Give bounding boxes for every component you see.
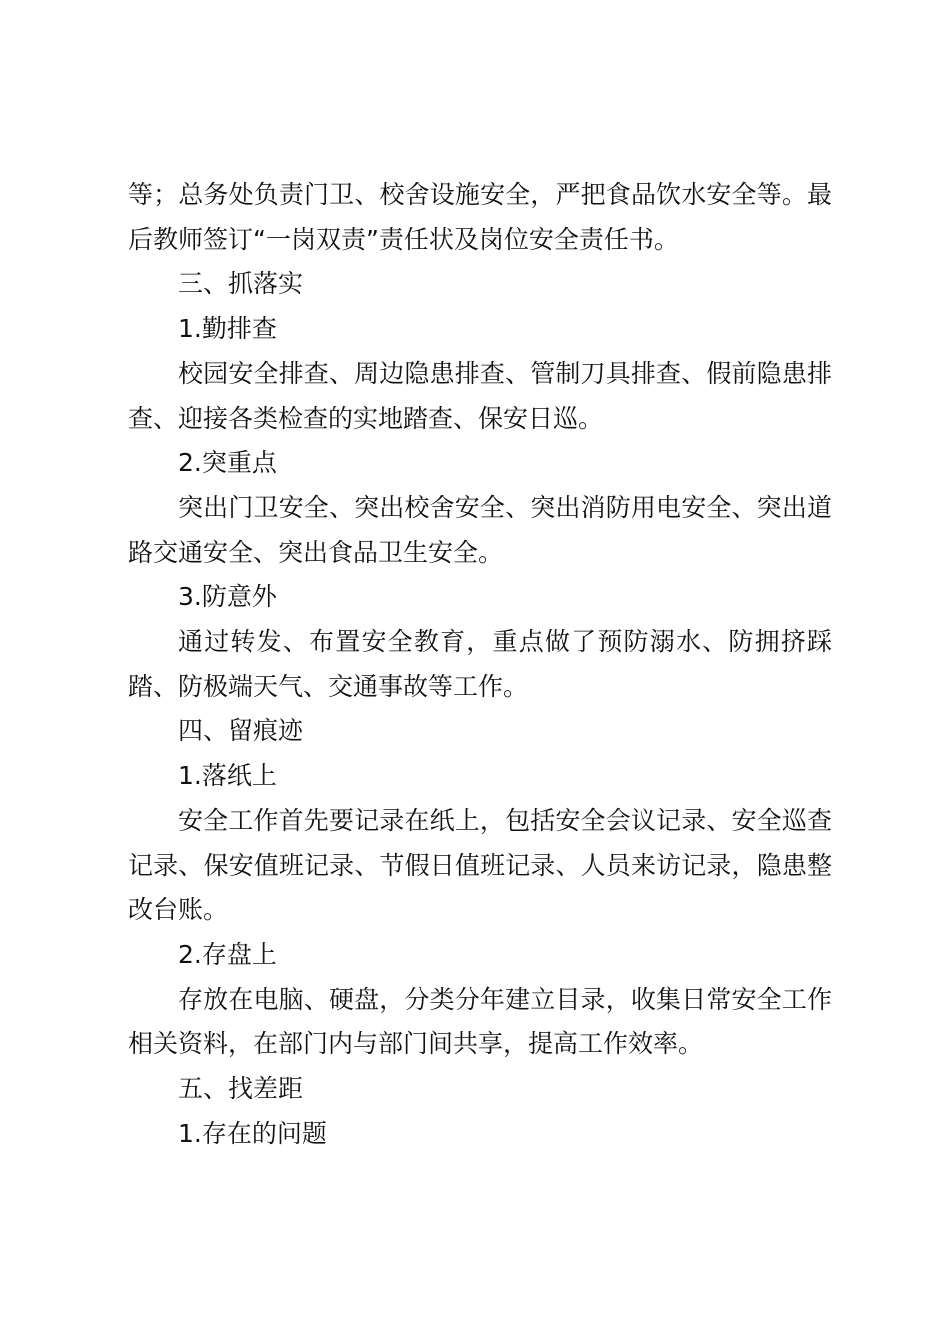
paragraph-text: 安全工作首先要记录在纸上，包括安全会议记录、安全巡查记录、保安值班记录、节假日值班记录、人员来访记录，隐患整改台账。 [128, 805, 832, 925]
paragraph-text: 校园安全排查、周边隐患排查、管制刀具排查、假前隐患排查、迎接各类检查的实地踏查、保安日巡。 [128, 358, 832, 433]
section-heading: 四、留痕迹 [178, 716, 304, 746]
section-heading: 五、找差距 [178, 1074, 304, 1104]
subsection-heading: 1.存在的问题 [178, 1118, 327, 1148]
paragraph-text: 存放在电脑、硬盘，分类分年建立目录，收集日常安全工作相关资料，在部门内与部门间共享，提高工作效率。 [128, 984, 832, 1059]
document-body [128, 173, 832, 1156]
subsection-heading: 3.防意外 [178, 582, 277, 612]
paragraph-text: 通过转发、布置安全教育，重点做了预防溺水、防拥挤踩踏、防极端天气、交通事故等工作。 [128, 627, 832, 701]
paragraph-text: 等；总务处负责门卫、校舍设施安全，严把食品饮水安全等。最后教师签订“一岗双责”责任状及岗位安全责任书。 [128, 180, 832, 254]
subsection-heading: 2.存盘上 [178, 939, 277, 969]
section-heading: 三、抓落实 [178, 269, 304, 299]
subsection-heading: 1.勤排查 [178, 314, 277, 344]
subsection-heading: 1.落纸上 [178, 761, 277, 791]
paragraph-text: 突出门卫安全、突出校舍安全、突出消防用电安全、突出道路交通安全、突出食品卫生安全。 [128, 492, 832, 567]
subsection-heading: 2.突重点 [178, 448, 277, 478]
